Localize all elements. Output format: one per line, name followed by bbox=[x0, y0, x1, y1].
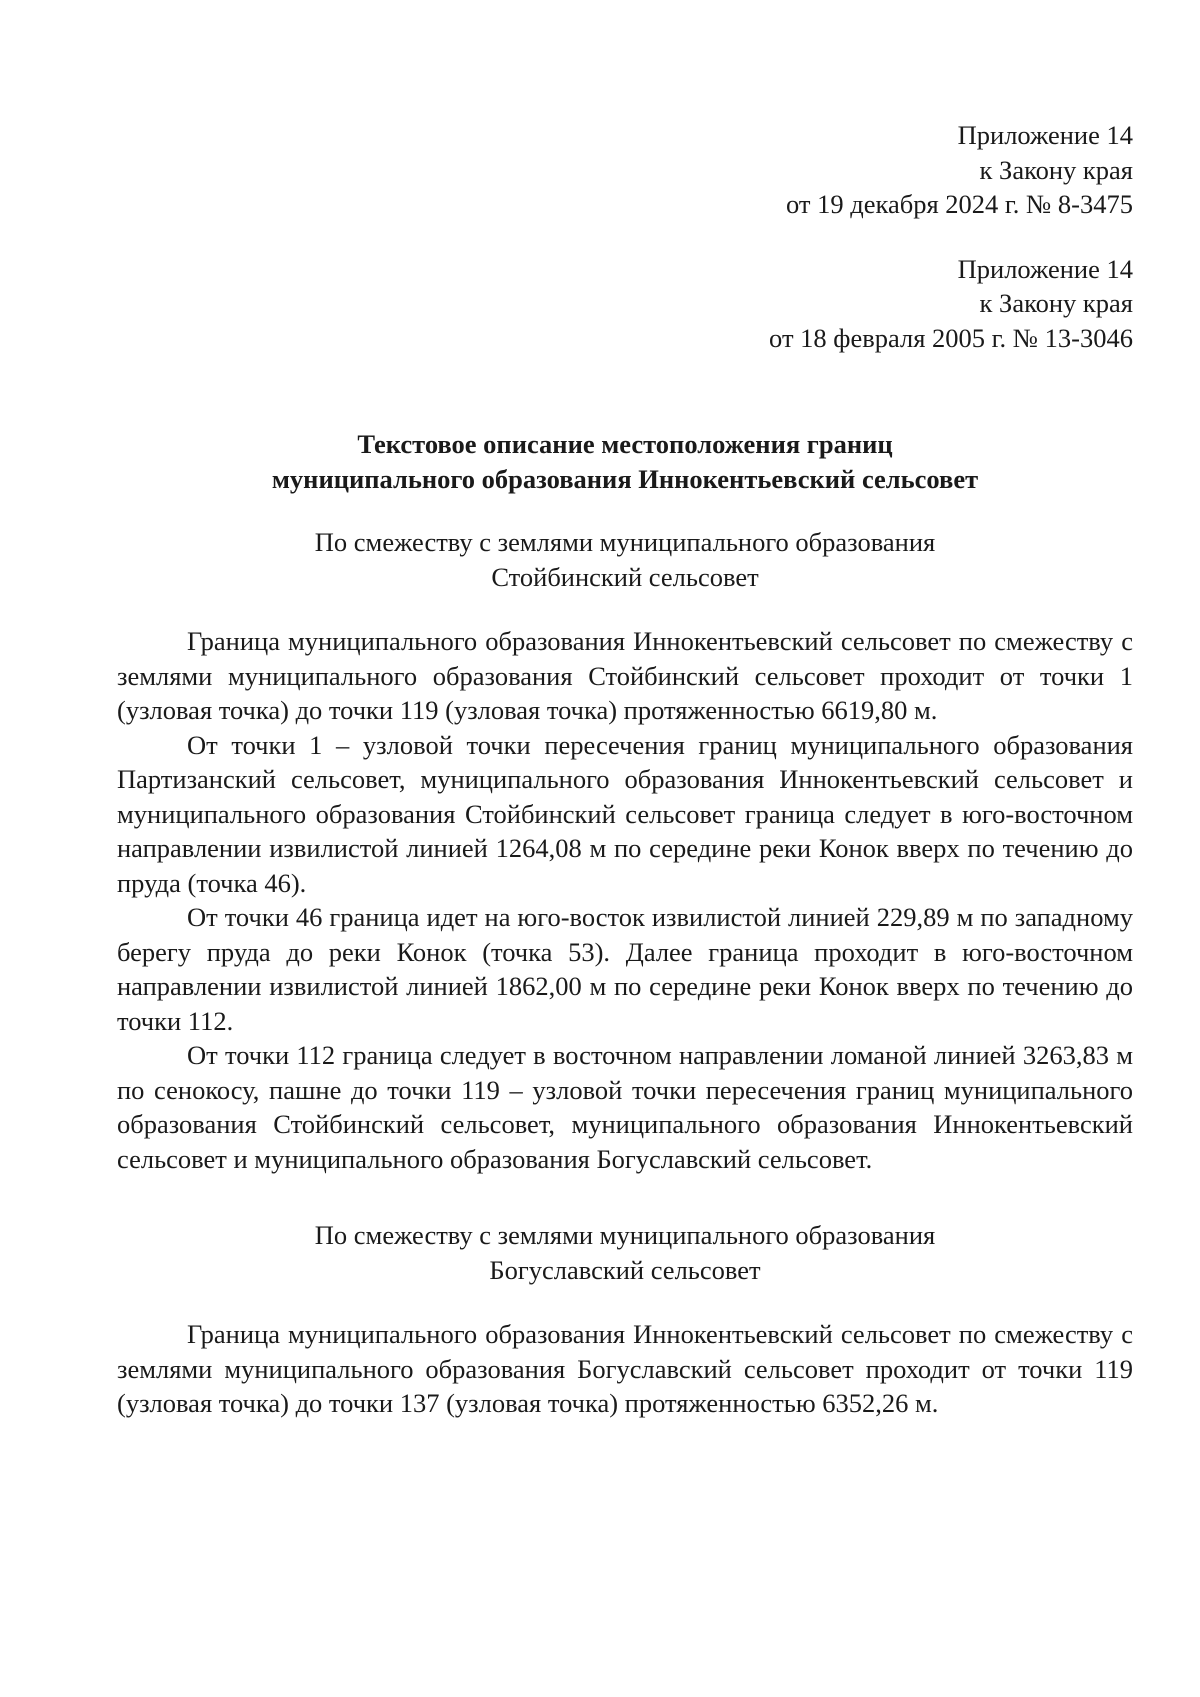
document-title bbox=[117, 427, 1133, 496]
annex-current-law bbox=[117, 118, 1133, 222]
paragraph: Граница муниципального образования Иннокентьевский сельсовет по смежеству с землями муниципального образования Богуславский сельсовет проходит от точки 119 (узловая точка) до точки 137 (узловая точка) протяженностью 6352,26 м. bbox=[117, 1319, 1133, 1418]
paragraph: От точки 46 граница идет на юго-восток извилистой линией 229,89 м по западному берегу пруда до реки Конок (точка 53). Далее граница проходит в юго-восточном направлении извилистой линией 1862,00 м по середине реки Конок вверх по течению до точки 112. bbox=[117, 902, 1133, 1036]
document-title-line-1: Текстовое описание местоположения границ bbox=[357, 429, 893, 459]
annex-law-ref: к Закону края bbox=[979, 288, 1133, 318]
annex-original-law bbox=[117, 252, 1133, 356]
section-heading-line-1: По смежеству с землями муниципального образования bbox=[314, 527, 936, 557]
document-title-line-2: муниципального образования Иннокентьевский сельсовет bbox=[271, 463, 979, 494]
paragraph: От точки 1 – узловой точки пересечения границ муниципального образования Партизанский сельсовет, муниципального образования Иннокентьевский сельсовет и муниципального образования Стойбинский сельсовет граница следует в юго-восточном направлении извилистой линией 1264,08 м по середине реки Конок вверх по течению до пруда (точка 46). bbox=[117, 729, 1133, 898]
annex-number: Приложение 14 bbox=[957, 120, 1133, 150]
annex-law-date: от 19 декабря 2024 г. № 8-3475 bbox=[786, 189, 1133, 219]
section-body-stoybinsky bbox=[117, 624, 1133, 1176]
section-heading-line-1: По смежеству с землями муниципального образования bbox=[314, 1220, 936, 1250]
section-heading-line-2: Богуславский сельсовет bbox=[489, 1254, 761, 1285]
document-page bbox=[117, 118, 1133, 1421]
annex-number: Приложение 14 bbox=[957, 253, 1133, 284]
annex-law-ref: к Закону края bbox=[979, 154, 1133, 185]
section-heading-boguslavsky bbox=[117, 1218, 1133, 1287]
section-body-boguslavsky bbox=[117, 1317, 1133, 1421]
section-heading-stoybinsky bbox=[117, 525, 1133, 594]
paragraph: Граница муниципального образования Иннокентьевский сельсовет по смежеству с землями муниципального образования Стойбинский сельсовет проходит от точки 1 (узловая точка) до точки 119 (узловая точка) протяженностью 6619,80 м. bbox=[117, 626, 1133, 725]
paragraph: От точки 112 граница следует в восточном направлении ломаной линией 3263,83 м по сенокосу, пашне до точки 119 – узловой точки пересечения границ муниципального образования Стойбинский сельсовет, муниципального образования Иннокентьевский сельсовет и муниципального образования Богуславский сельсовет. bbox=[117, 1040, 1133, 1174]
section-heading-line-2: Стойбинский сельсовет bbox=[491, 561, 759, 592]
annex-law-date: от 18 февраля 2005 г. № 13-3046 bbox=[769, 322, 1133, 353]
